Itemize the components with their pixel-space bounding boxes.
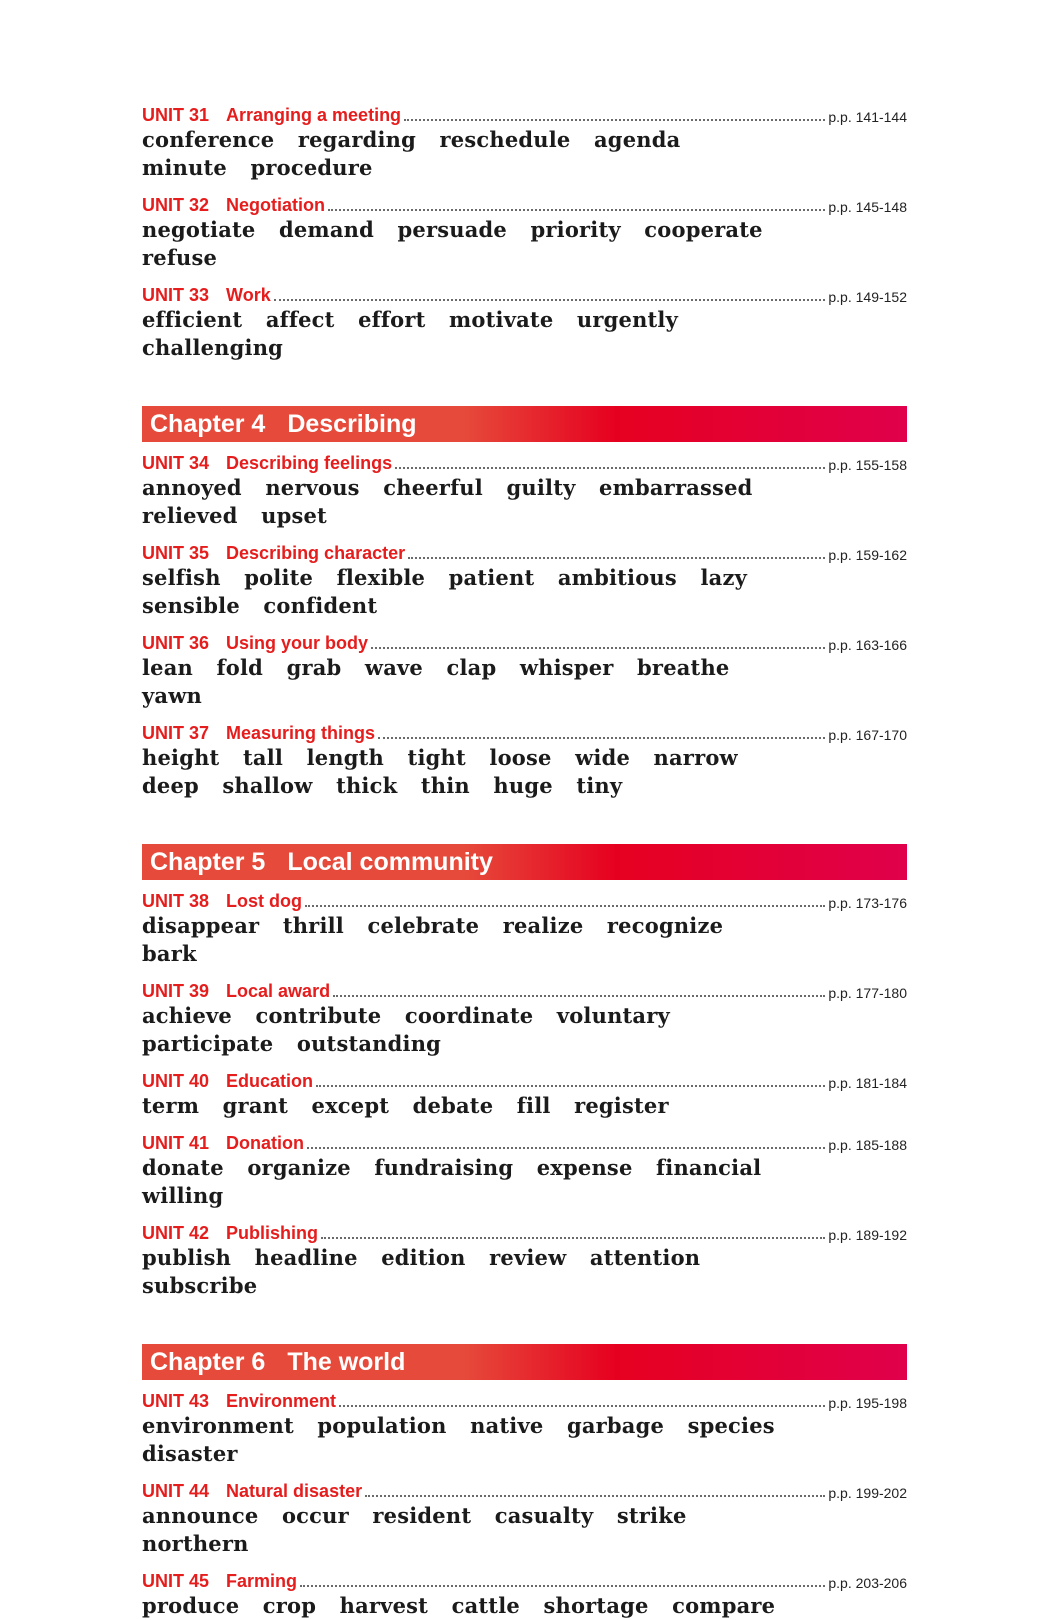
- unit-heading: [142, 1222, 907, 1244]
- page-range: p.p. 155-158: [828, 457, 907, 473]
- unit-title: Using your body: [226, 633, 369, 653]
- unit-number: UNIT 44: [142, 1481, 210, 1501]
- vocabulary-word: priority: [530, 217, 621, 242]
- unit-heading: [142, 632, 907, 654]
- vocabulary-word: resident: [372, 1503, 472, 1528]
- vocabulary-word: polite: [244, 565, 314, 590]
- dot-leader: [333, 994, 825, 997]
- unit-number: UNIT 31: [142, 105, 210, 125]
- page-range: p.p. 159-162: [828, 547, 907, 563]
- dot-leader: [300, 1584, 825, 1587]
- unit-title: Work: [226, 285, 271, 305]
- vocabulary-list: [142, 1502, 802, 1558]
- vocabulary-word: shortage: [543, 1593, 649, 1618]
- vocabulary-word: wave: [364, 655, 423, 680]
- vocabulary-word: fundraising: [374, 1155, 514, 1180]
- vocabulary-word: casualty: [494, 1503, 594, 1528]
- unit-heading: [142, 1480, 907, 1502]
- vocabulary-word: review: [489, 1245, 567, 1270]
- page-range: p.p. 149-152: [828, 289, 907, 305]
- unit-heading: [142, 1570, 907, 1592]
- chapter-heading: [142, 844, 907, 880]
- dot-leader: [365, 1494, 825, 1497]
- unit-title: Farming: [226, 1571, 298, 1591]
- vocabulary-word: tiny: [576, 773, 623, 798]
- unit-heading: [142, 1390, 907, 1412]
- vocabulary-word: financial: [656, 1155, 762, 1180]
- vocabulary-word: edition: [381, 1245, 466, 1270]
- vocabulary-word: persuade: [397, 217, 507, 242]
- chapter-title: Local community: [287, 847, 493, 876]
- vocabulary-word: reschedule: [439, 127, 571, 152]
- vocabulary-word: relieved: [142, 503, 238, 528]
- unit-entry[interactable]: [142, 1222, 907, 1300]
- unit-number: UNIT 37: [142, 723, 210, 743]
- page-range: p.p. 199-202: [828, 1485, 907, 1501]
- page-range: p.p. 195-198: [828, 1395, 907, 1411]
- unit-number: UNIT 34: [142, 453, 210, 473]
- vocabulary-word: upset: [261, 503, 327, 528]
- vocabulary-list: [142, 474, 802, 530]
- unit-title: Describing feelings: [226, 453, 393, 473]
- vocabulary-word: motivate: [449, 307, 554, 332]
- vocabulary-word: regarding: [297, 127, 417, 152]
- unit-number: UNIT 32: [142, 195, 210, 215]
- vocabulary-word: occur: [281, 1503, 349, 1528]
- vocabulary-word: produce: [142, 1593, 240, 1618]
- vocabulary-word: organize: [247, 1155, 351, 1180]
- unit-entry[interactable]: [142, 194, 907, 272]
- dot-leader: [307, 1146, 825, 1149]
- vocabulary-word: headline: [254, 1245, 358, 1270]
- vocabulary-word: annoyed: [142, 475, 242, 500]
- unit-number: UNIT 41: [142, 1133, 210, 1153]
- unit-number: UNIT 38: [142, 891, 210, 911]
- vocabulary-list: [142, 1092, 802, 1120]
- vocabulary-word: tall: [242, 745, 284, 770]
- vocabulary-word: voluntary: [556, 1003, 670, 1028]
- vocabulary-word: demand: [278, 217, 375, 242]
- vocabulary-word: fill: [516, 1093, 551, 1118]
- vocabulary-word: tight: [407, 745, 466, 770]
- dot-leader: [321, 1236, 825, 1239]
- vocabulary-word: sensible: [142, 593, 240, 618]
- vocabulary-word: loose: [489, 745, 552, 770]
- vocabulary-word: harvest: [339, 1593, 429, 1618]
- vocabulary-word: whisper: [519, 655, 614, 680]
- dot-leader: [378, 736, 825, 739]
- unit-heading: [142, 1070, 907, 1092]
- vocabulary-word: procedure: [250, 155, 373, 180]
- vocabulary-word: height: [142, 745, 220, 770]
- vocabulary-word: participate: [142, 1031, 274, 1056]
- vocabulary-word: northern: [142, 1531, 249, 1556]
- unit-entry[interactable]: [142, 980, 907, 1058]
- vocabulary-word: realize: [502, 913, 584, 938]
- vocabulary-word: cheerful: [383, 475, 483, 500]
- unit-number: UNIT 43: [142, 1391, 210, 1411]
- vocabulary-word: urgently: [576, 307, 679, 332]
- vocabulary-word: register: [574, 1093, 669, 1118]
- unit-entry[interactable]: [142, 284, 907, 362]
- dot-leader: [274, 298, 826, 301]
- vocabulary-word: yawn: [142, 683, 202, 708]
- vocabulary-list: [142, 1002, 802, 1058]
- unit-title: Arranging a meeting: [226, 105, 402, 125]
- vocabulary-word: announce: [142, 1503, 259, 1528]
- page-range: p.p. 177-180: [828, 985, 907, 1001]
- unit-title: Measuring things: [226, 723, 376, 743]
- vocabulary-word: garbage: [566, 1413, 665, 1438]
- page-range: p.p. 203-206: [828, 1575, 907, 1591]
- vocabulary-word: efficient: [142, 307, 243, 332]
- page-range: p.p. 167-170: [828, 727, 907, 743]
- vocabulary-word: refuse: [142, 245, 218, 270]
- unit-heading: [142, 722, 907, 744]
- unit-entry[interactable]: [142, 722, 907, 800]
- unit-title: Publishing: [226, 1223, 319, 1243]
- vocabulary-word: shallow: [222, 773, 313, 798]
- unit-number: UNIT 39: [142, 981, 210, 1001]
- unit-entry[interactable]: [142, 1570, 907, 1620]
- chapter-heading: [142, 406, 907, 442]
- vocabulary-word: grant: [222, 1093, 288, 1118]
- vocabulary-word: agenda: [594, 127, 681, 152]
- unit-title: Environment: [226, 1391, 337, 1411]
- unit-heading: [142, 890, 907, 912]
- unit-title: Natural disaster: [226, 1481, 363, 1501]
- unit-heading: [142, 980, 907, 1002]
- unit-heading: [142, 542, 907, 564]
- vocabulary-word: willing: [142, 1183, 224, 1208]
- vocabulary-list: [142, 654, 802, 710]
- vocabulary-word: disaster: [142, 1441, 238, 1466]
- unit-number: UNIT 45: [142, 1571, 210, 1591]
- unit-title: Lost dog: [226, 891, 303, 911]
- dot-leader: [404, 118, 825, 121]
- vocabulary-word: clap: [446, 655, 497, 680]
- unit-heading: [142, 194, 907, 216]
- unit-heading: [142, 1132, 907, 1154]
- vocabulary-word: debate: [412, 1093, 494, 1118]
- vocabulary-list: [142, 1244, 802, 1300]
- unit-title: Negotiation: [226, 195, 326, 215]
- vocabulary-word: conference: [142, 127, 275, 152]
- unit-number: UNIT 33: [142, 285, 210, 305]
- unit-title: Education: [226, 1071, 314, 1091]
- vocabulary-list: [142, 1592, 802, 1620]
- vocabulary-word: attention: [589, 1245, 701, 1270]
- vocabulary-word: flexible: [336, 565, 426, 590]
- vocabulary-word: challenging: [142, 335, 284, 360]
- chapter-title: The world: [287, 1347, 406, 1376]
- vocabulary-word: coordinate: [404, 1003, 534, 1028]
- unit-entry[interactable]: [142, 1132, 907, 1210]
- unit-number: UNIT 40: [142, 1071, 210, 1091]
- vocabulary-list: [142, 1154, 802, 1210]
- vocabulary-word: population: [317, 1413, 447, 1438]
- unit-entry[interactable]: [142, 1480, 907, 1558]
- vocabulary-word: publish: [142, 1245, 232, 1270]
- unit-entry[interactable]: [142, 632, 907, 710]
- dot-leader: [328, 208, 825, 211]
- page-range: p.p. 173-176: [828, 895, 907, 911]
- vocabulary-list: [142, 912, 802, 968]
- dot-leader: [395, 466, 825, 469]
- vocabulary-word: nervous: [265, 475, 360, 500]
- unit-number: UNIT 42: [142, 1223, 210, 1243]
- vocabulary-word: effort: [358, 307, 426, 332]
- vocabulary-word: achieve: [142, 1003, 232, 1028]
- vocabulary-word: grab: [286, 655, 342, 680]
- unit-entry[interactable]: [142, 104, 907, 182]
- chapter-number: Chapter 6: [150, 1347, 266, 1376]
- vocabulary-word: minute: [142, 155, 227, 180]
- page-range: p.p. 181-184: [828, 1075, 907, 1091]
- vocabulary-word: patient: [448, 565, 535, 590]
- vocabulary-word: cattle: [451, 1593, 520, 1618]
- page-range: p.p. 185-188: [828, 1137, 907, 1153]
- vocabulary-word: recognize: [606, 913, 724, 938]
- vocabulary-word: compare: [672, 1593, 776, 1618]
- unit-number: UNIT 36: [142, 633, 210, 653]
- vocabulary-word: cooperate: [644, 217, 763, 242]
- vocabulary-word: except: [311, 1093, 390, 1118]
- unit-entry[interactable]: [142, 1070, 907, 1120]
- vocabulary-word: subscribe: [142, 1273, 258, 1298]
- unit-heading: [142, 452, 907, 474]
- vocabulary-word: embarrassed: [599, 475, 753, 500]
- page-range: p.p. 141-144: [828, 109, 907, 125]
- vocabulary-word: strike: [616, 1503, 687, 1528]
- vocabulary-word: native: [470, 1413, 544, 1438]
- dot-leader: [339, 1404, 825, 1407]
- vocabulary-word: ambitious: [557, 565, 677, 590]
- unit-title: Local award: [226, 981, 331, 1001]
- vocabulary-word: deep: [142, 773, 199, 798]
- vocabulary-word: lazy: [700, 565, 747, 590]
- vocabulary-word: narrow: [653, 745, 738, 770]
- vocabulary-word: donate: [142, 1155, 224, 1180]
- vocabulary-word: celebrate: [367, 913, 480, 938]
- unit-title: Describing character: [226, 543, 406, 563]
- page-range: p.p. 145-148: [828, 199, 907, 215]
- unit-entry[interactable]: [142, 890, 907, 968]
- vocabulary-word: selfish: [142, 565, 221, 590]
- vocabulary-word: affect: [265, 307, 335, 332]
- dot-leader: [408, 556, 825, 559]
- unit-number: UNIT 35: [142, 543, 210, 563]
- vocabulary-word: outstanding: [296, 1031, 442, 1056]
- vocabulary-word: disappear: [142, 913, 260, 938]
- vocabulary-list: [142, 744, 802, 800]
- vocabulary-word: guilty: [506, 475, 576, 500]
- chapter-number: Chapter 4: [150, 409, 266, 438]
- vocabulary-word: wide: [575, 745, 631, 770]
- vocabulary-word: length: [306, 745, 385, 770]
- page-range: p.p. 163-166: [828, 637, 907, 653]
- vocabulary-word: lean: [142, 655, 194, 680]
- vocabulary-word: confident: [263, 593, 378, 618]
- vocabulary-word: fold: [216, 655, 264, 680]
- vocabulary-list: [142, 306, 802, 362]
- vocabulary-word: crop: [262, 1593, 317, 1618]
- vocabulary-word: bark: [142, 941, 197, 966]
- vocabulary-word: thin: [420, 773, 470, 798]
- unit-entry[interactable]: [142, 542, 907, 620]
- unit-entry[interactable]: [142, 1390, 907, 1468]
- chapter-heading: [142, 1344, 907, 1380]
- vocabulary-word: thick: [336, 773, 398, 798]
- dot-leader: [371, 646, 825, 649]
- vocabulary-word: environment: [142, 1413, 294, 1438]
- vocabulary-word: expense: [536, 1155, 633, 1180]
- page-range: p.p. 189-192: [828, 1227, 907, 1243]
- chapter-title: Describing: [287, 409, 417, 438]
- vocabulary-word: negotiate: [142, 217, 256, 242]
- unit-heading: [142, 284, 907, 306]
- vocabulary-word: thrill: [282, 913, 344, 938]
- vocabulary-word: species: [687, 1413, 775, 1438]
- unit-heading: [142, 104, 907, 126]
- vocabulary-word: term: [142, 1093, 200, 1118]
- vocabulary-list: [142, 126, 802, 182]
- table-of-contents: [142, 104, 907, 1620]
- unit-entry[interactable]: [142, 452, 907, 530]
- dot-leader: [305, 904, 825, 907]
- vocabulary-list: [142, 216, 802, 272]
- unit-title: Donation: [226, 1133, 305, 1153]
- vocabulary-word: huge: [493, 773, 553, 798]
- vocabulary-list: [142, 564, 802, 620]
- vocabulary-word: breathe: [637, 655, 730, 680]
- vocabulary-list: [142, 1412, 802, 1468]
- vocabulary-word: contribute: [255, 1003, 382, 1028]
- dot-leader: [316, 1084, 825, 1087]
- chapter-number: Chapter 5: [150, 847, 266, 876]
